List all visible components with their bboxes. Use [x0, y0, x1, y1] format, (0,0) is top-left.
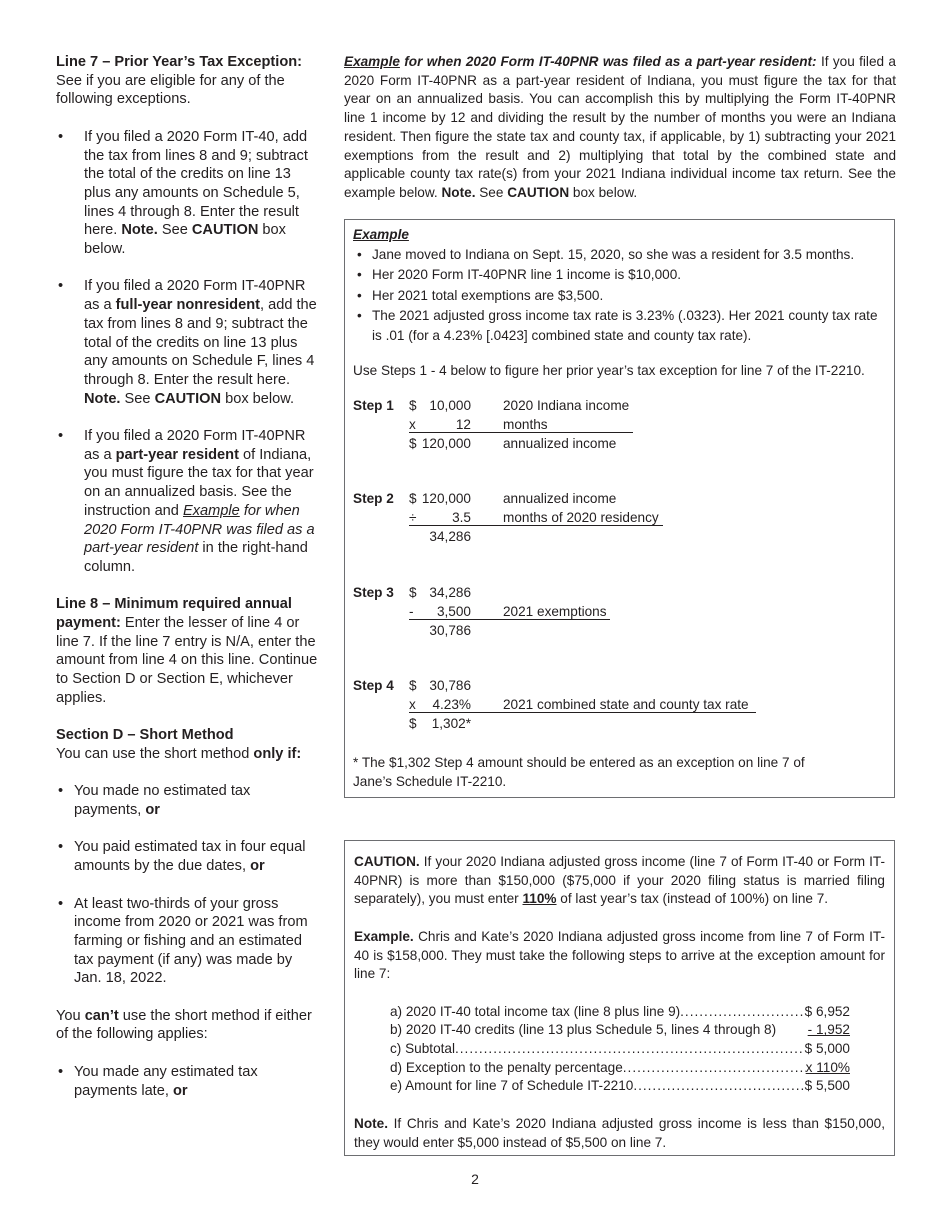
text: of Indiana, you must figure the tax for that year on an annualized basis. See the instruction and	[84, 446, 314, 519]
amount: 1,302*	[431, 716, 471, 731]
text: Example	[344, 54, 400, 69]
description: 2021 combined state and county tax rate	[503, 697, 749, 712]
calc-value: $ 6,952	[804, 1003, 850, 1019]
text: Example	[182, 502, 240, 519]
leader-dots	[623, 1059, 806, 1078]
text: If you filed a 2020 Form IT-40PNR as a	[84, 278, 306, 314]
text: in the right-hand column.	[84, 540, 308, 575]
text: use the short method if either of the following applies:	[56, 1007, 312, 1043]
step-row	[353, 602, 853, 621]
example-list	[353, 245, 886, 346]
text: 110%	[522, 891, 557, 907]
step-label: Step 2	[353, 491, 394, 506]
step-row	[353, 583, 853, 602]
calc-label: e) Amount for line 7 of Schedule IT-2210	[390, 1078, 634, 1094]
text: If Chris and Kate’s 2020 Indiana adjusted gross income is less than $150,000, they would enter $5,000 instead of $5,500 on line 7.	[354, 1115, 885, 1150]
text: Enter the lesser of line 4 or line 7. If the line 7 entry is N/A, enter the amount from line 4 on this line. Continue to Section D or Section E, whichever applies.	[56, 615, 318, 706]
text: , add the tax from lines 8 and 9; subtract the total of the credits on line 13 plus any amounts on Schedule F, lines 4 through 8. Enter the result here.	[84, 297, 317, 388]
description: annualized income	[503, 436, 617, 451]
step-row	[353, 527, 853, 546]
text: part-year resident	[115, 446, 239, 463]
calc-label: c) Subtotal	[390, 1041, 455, 1056]
text: See if you are eligible for any of the following exceptions.	[56, 72, 285, 108]
list-item	[56, 128, 318, 259]
text: CAUTION	[191, 222, 259, 239]
leader-dots	[680, 1003, 804, 1022]
cant-text	[56, 1007, 318, 1044]
text: You made any estimated tax payments late,	[74, 1063, 258, 1099]
text: If your 2020 Indiana adjusted gross income (line 7 of Form IT-40 or Form IT-40PNR) is more than $150,000 ($75,000 if your 2020 filing status is married filing separately), you must enter	[354, 854, 885, 907]
example-box	[344, 219, 895, 798]
list-item	[56, 782, 318, 819]
text: Note.	[84, 390, 121, 407]
text: If you filed a 2020 Form IT-40PNR as a	[84, 428, 306, 463]
list-item: • The 2021 adjusted gross income tax rate is 3.23% (.0323). Her 2021 county tax rate is .01 (for a 4.23% [.0423] combined state and county tax rate).	[353, 306, 886, 347]
list-item: • Her 2020 Form IT-40PNR line 1 income is $10,000.	[353, 265, 886, 285]
text: See	[475, 184, 508, 200]
amount: 30,786	[429, 623, 471, 638]
description: months	[503, 417, 548, 432]
list-item: • Her 2021 total exemptions are $3,500.	[353, 286, 886, 306]
calc-label: b) 2020 IT-40 credits (line 13 plus Schedule 5, lines 4 through 8)	[390, 1022, 777, 1038]
step-row	[353, 695, 853, 714]
text: or	[172, 1082, 188, 1099]
operator: $	[409, 678, 417, 693]
operator: $	[409, 436, 417, 451]
steps-intro: Use Steps 1 - 4 below to figure her prior year’s tax exception for line 7 of the IT-2210.	[353, 363, 865, 378]
underline	[409, 525, 663, 526]
text: If you filed a 2020 Form IT-40PNR as a part-year resident of Indiana, you must figure the tax for that year on an annualized basis. You can accomplish this by multiplying the Form IT-40PNR line 1 income by 12 and dividing the result by the number of months you were an Indiana resident. Then figure the state tax and county tax, if applicable, by 1) subtracting your 2021 exemptions from the result and 2) multiplying that total by the combined state and applicable county tax rate(s) from your 2021 Indiana individual income tax return. See the example below.	[344, 54, 896, 200]
amount: 4.23%	[432, 697, 471, 712]
description: 2020 Indiana income	[503, 398, 630, 413]
operator: $	[409, 585, 417, 600]
description: months of 2020 residency	[503, 510, 659, 525]
step-row	[353, 434, 853, 453]
text: You	[56, 1007, 85, 1024]
caution-box	[344, 840, 895, 1156]
text: You can use the short method	[56, 745, 254, 762]
list-item	[56, 277, 318, 408]
operator: x	[409, 417, 416, 432]
page-number: 2	[471, 1171, 479, 1187]
step-row	[353, 621, 853, 640]
operator: $	[409, 491, 417, 506]
calc-item	[390, 1021, 850, 1040]
section-d	[56, 726, 318, 763]
text: You made no estimated tax payments,	[74, 783, 251, 819]
text: You paid estimated tax in four equal amounts by the due dates,	[74, 839, 306, 875]
operator: -	[409, 604, 414, 619]
step-row	[353, 415, 853, 434]
leader-dots	[455, 1040, 805, 1059]
line8-section	[56, 595, 318, 707]
line7-section	[56, 53, 318, 109]
text: full-year nonresident	[115, 297, 260, 314]
calc-item	[390, 1059, 850, 1078]
step-row	[353, 714, 853, 733]
calc-value: $ 5,000	[804, 1041, 850, 1056]
description: 2021 exemptions	[503, 604, 607, 619]
amount: 30,786	[429, 678, 471, 693]
step-label: Step 4	[353, 678, 394, 693]
text: only if:	[253, 745, 302, 762]
calc-item	[390, 1077, 850, 1096]
example-title: Example	[353, 227, 409, 242]
left-column	[56, 53, 318, 1119]
text: for when 2020 Form IT-40PNR was filed as a part-year resident:	[399, 54, 817, 69]
text: CAUTION	[507, 184, 570, 200]
calc-value: x 110%	[805, 1059, 850, 1075]
calc-item	[390, 1003, 850, 1022]
heading: Line 8 – Minimum required annual payment:	[56, 596, 292, 632]
text: Example.	[354, 928, 414, 944]
calc-label: d) Exception to the penalty percentage	[390, 1059, 623, 1075]
operator: ÷	[409, 510, 417, 525]
list-item	[56, 427, 318, 577]
text: box below.	[569, 184, 638, 200]
intro-paragraph	[344, 53, 896, 203]
step-row	[353, 508, 853, 527]
text: box below.	[221, 390, 295, 407]
amount: 12	[455, 417, 471, 432]
step-row	[353, 489, 853, 508]
calc-list	[354, 1003, 850, 1097]
amount: 34,286	[429, 529, 471, 544]
description: annualized income	[503, 491, 617, 506]
calc-label: a) 2020 IT-40 total income tax (line 8 plus line 9)	[390, 1003, 681, 1019]
text: or	[145, 802, 160, 819]
underline	[409, 432, 633, 433]
amount: 120,000	[421, 491, 471, 506]
list-item: • Jane moved to Indiana on Sept. 15, 2020, so she was a resident for 3.5 months.	[353, 245, 886, 265]
operator: x	[409, 697, 416, 712]
list-item	[56, 895, 318, 989]
text: box below.	[84, 222, 286, 258]
text: If you filed a 2020 Form IT-40, add the tax from lines 8 and 9; subtract the total of the credits on line 13 plus any amounts on Schedule 5, lines 4 through 8. Enter the result here.	[84, 128, 308, 239]
list-item	[56, 838, 318, 875]
step-label: Step 1	[353, 398, 394, 413]
text: Note.	[121, 222, 158, 239]
step-row	[353, 396, 853, 415]
footnote: * The $1,302 Step 4 amount should be entered as an exception on line 7 of Jane’s Schedule IT-2210.	[353, 755, 805, 789]
text: See	[157, 222, 192, 239]
text: CAUTION	[154, 390, 222, 407]
step-label: Step 3	[353, 585, 394, 600]
amount: 120,000	[421, 436, 471, 451]
list-item	[56, 1063, 318, 1100]
amount: 10,000	[429, 398, 471, 413]
underline	[409, 712, 756, 713]
amount: 3.5	[452, 510, 471, 525]
heading: Line 7 – Prior Year’s Tax Exception:	[56, 54, 303, 70]
text: Chris and Kate’s 2020 Indiana adjusted gross income from line 7 of Form IT-40 is $158,000. They must take the following steps to arrive at the exception amount for line 7:	[354, 928, 885, 982]
amount: 34,286	[429, 585, 471, 600]
heading: Section D – Short Method	[56, 727, 234, 744]
amount: 3,500	[436, 604, 471, 619]
calc-value: - 1,952	[807, 1022, 850, 1038]
leader-dots	[633, 1077, 804, 1096]
text: can’t	[84, 1007, 119, 1024]
calc-item	[390, 1040, 850, 1059]
text: of last year’s tax (instead of 100%) on line 7.	[556, 891, 829, 907]
step-row	[353, 676, 853, 695]
underline	[409, 619, 610, 620]
operator: $	[409, 716, 417, 731]
text: At least two-thirds of your gross income from 2020 or 2021 was from farming or fishing and an estimated tax payment (if any) was made by Jan. 18, 2022.	[74, 895, 308, 987]
calc-value: $ 5,500	[804, 1078, 850, 1094]
text: See	[120, 390, 155, 407]
text: CAUTION.	[354, 854, 420, 869]
operator: $	[409, 398, 417, 413]
text: for when 2020 Form IT-40PNR was filed as a part-year resident	[84, 502, 315, 557]
text: or	[250, 858, 265, 875]
text: Note.	[441, 184, 476, 200]
text: Note.	[354, 1115, 388, 1131]
